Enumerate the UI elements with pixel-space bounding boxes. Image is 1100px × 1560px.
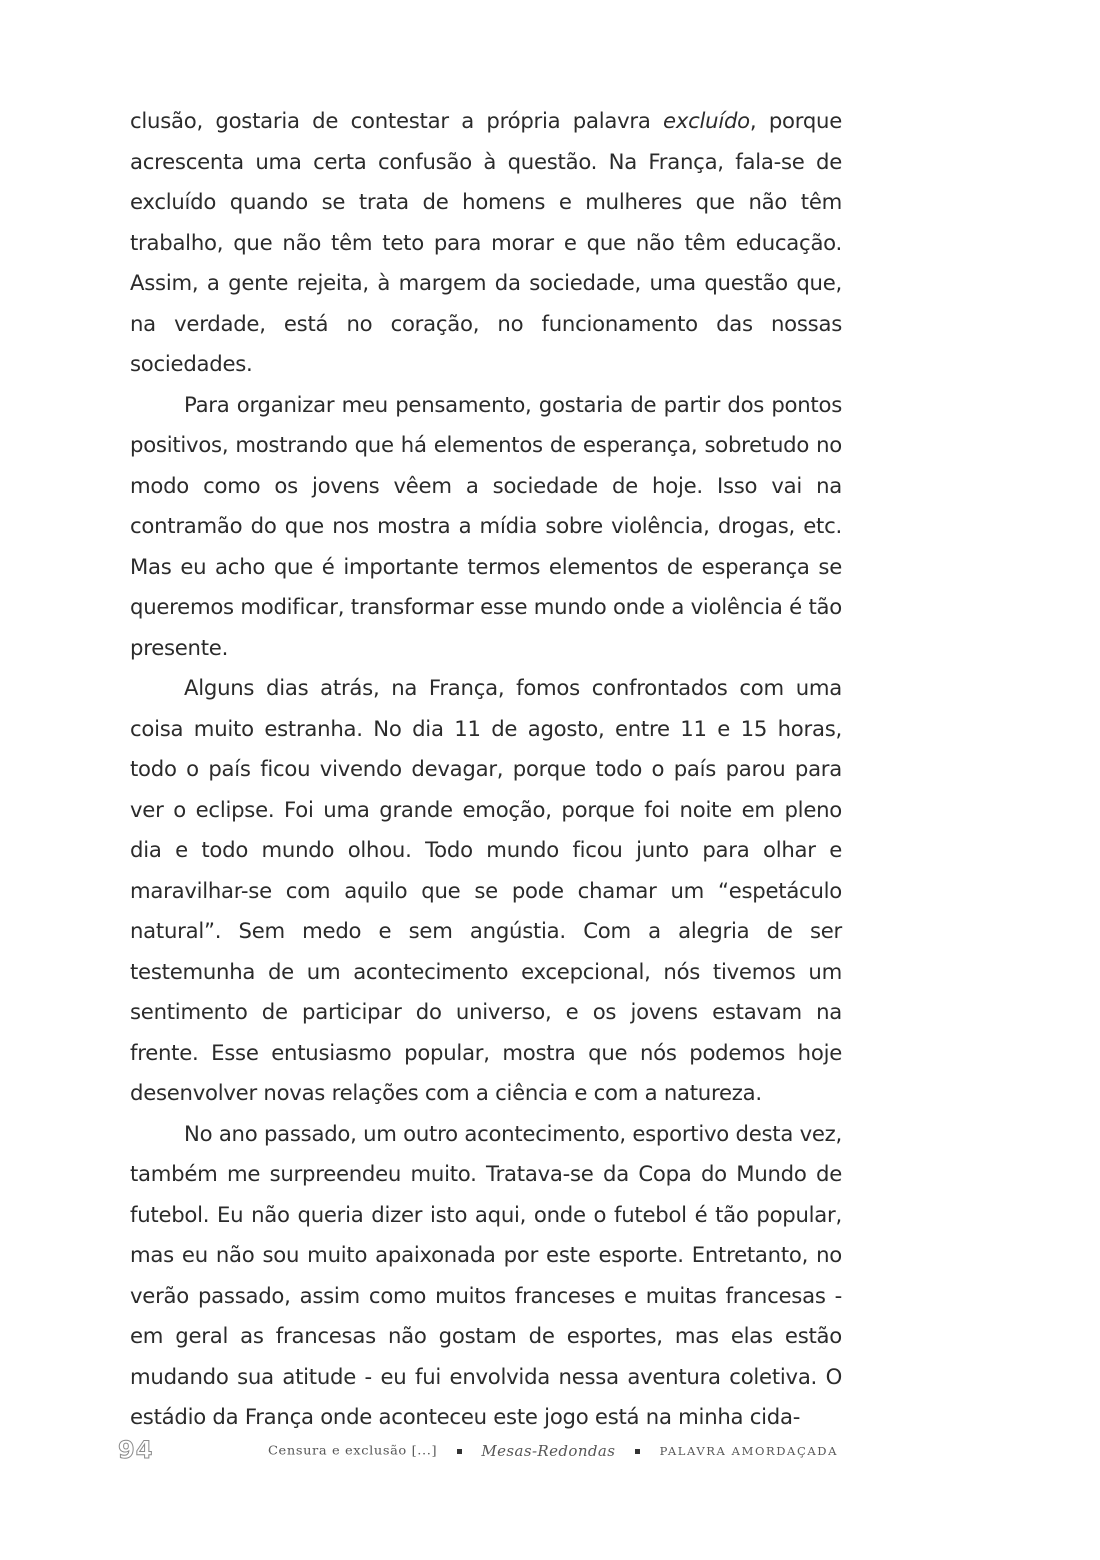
footer-chapter-title: Censura e exclusão [...] [268, 1444, 438, 1458]
paragraph-1 [130, 101, 842, 385]
paragraph-3: Alguns dias atrás, na França, fomos confrontados com uma coisa muito estranha. No dia 11 de agosto, entre 11 e 15 horas, todo o país ficou vivendo devagar, porque todo o país parou para ver o eclipse. Foi uma grande emoção, porque foi noite em pleno dia e todo mundo olhou. Todo mundo ficou junto para olhar e maravilhar-se com aquilo que se pode chamar um “espetáculo natural”. Sem medo e sem angústia. Com a alegria de ser testemunha de um acontecimento excepcional, nós tivemos um sentimento de participar do universo, e os jovens estavam na frente. Esse entusiasmo popular, mostra que nós podemos hoje desenvolver novas relações com a ciência e com a natureza. [130, 675, 842, 1105]
page-number: 94 [118, 1436, 154, 1464]
page-footer [0, 1436, 1100, 1468]
italic-term: excluído [663, 108, 750, 133]
bullet-separator-icon [457, 1449, 462, 1454]
body-text [130, 101, 842, 1438]
footer-book-title: PALAVRA AMORDAÇADA [659, 1444, 838, 1458]
paragraph-1-start: clusão, gostaria de contestar a própria palavra [130, 108, 664, 133]
paragraph-4: No ano passado, um outro acontecimento, esportivo desta vez, também me surpreendeu muito. Tratava-se da Copa do Mundo de futebol. Eu não queria dizer isto aqui, onde o futebol é tão popular, mas eu não sou muito apaixonada por este esporte. Entretanto, no verão passado, assim como muitos franceses e muitas francesas - em geral as francesas não gostam de esportes, mas elas estão mudando sua atitude - eu fui envolvida nessa aventura coletiva. O estádio da França onde aconteceu este jogo está na minha cida- [130, 1120, 842, 1429]
footer-section-title: Mesas-Redondas [481, 1442, 616, 1460]
running-footer [268, 1442, 838, 1460]
paragraph-1-rest: , porque acrescenta uma certa confusão à questão. Na França, fala-se de excluído quando se trata de homens e mulheres que não têm trabalho, que não têm teto para morar e que não têm educação. Assim, a gente rejeita, à margem da sociedade, uma questão que, na verdade, está no coração, no funcionamento das nossas sociedades. [130, 108, 842, 376]
bullet-separator-icon [635, 1449, 640, 1454]
paragraph-2: Para organizar meu pensamento, gostaria de partir dos pontos positivos, mostrando que há elementos de esperança, sobretudo no modo como os jovens vêem a sociedade de hoje. Isso vai na contramão do que nos mostra a mídia sobre violência, drogas, etc. Mas eu acho que é importante termos elementos de esperança se queremos modificar, transformar esse mundo onde a violência é tão presente. [130, 391, 842, 660]
